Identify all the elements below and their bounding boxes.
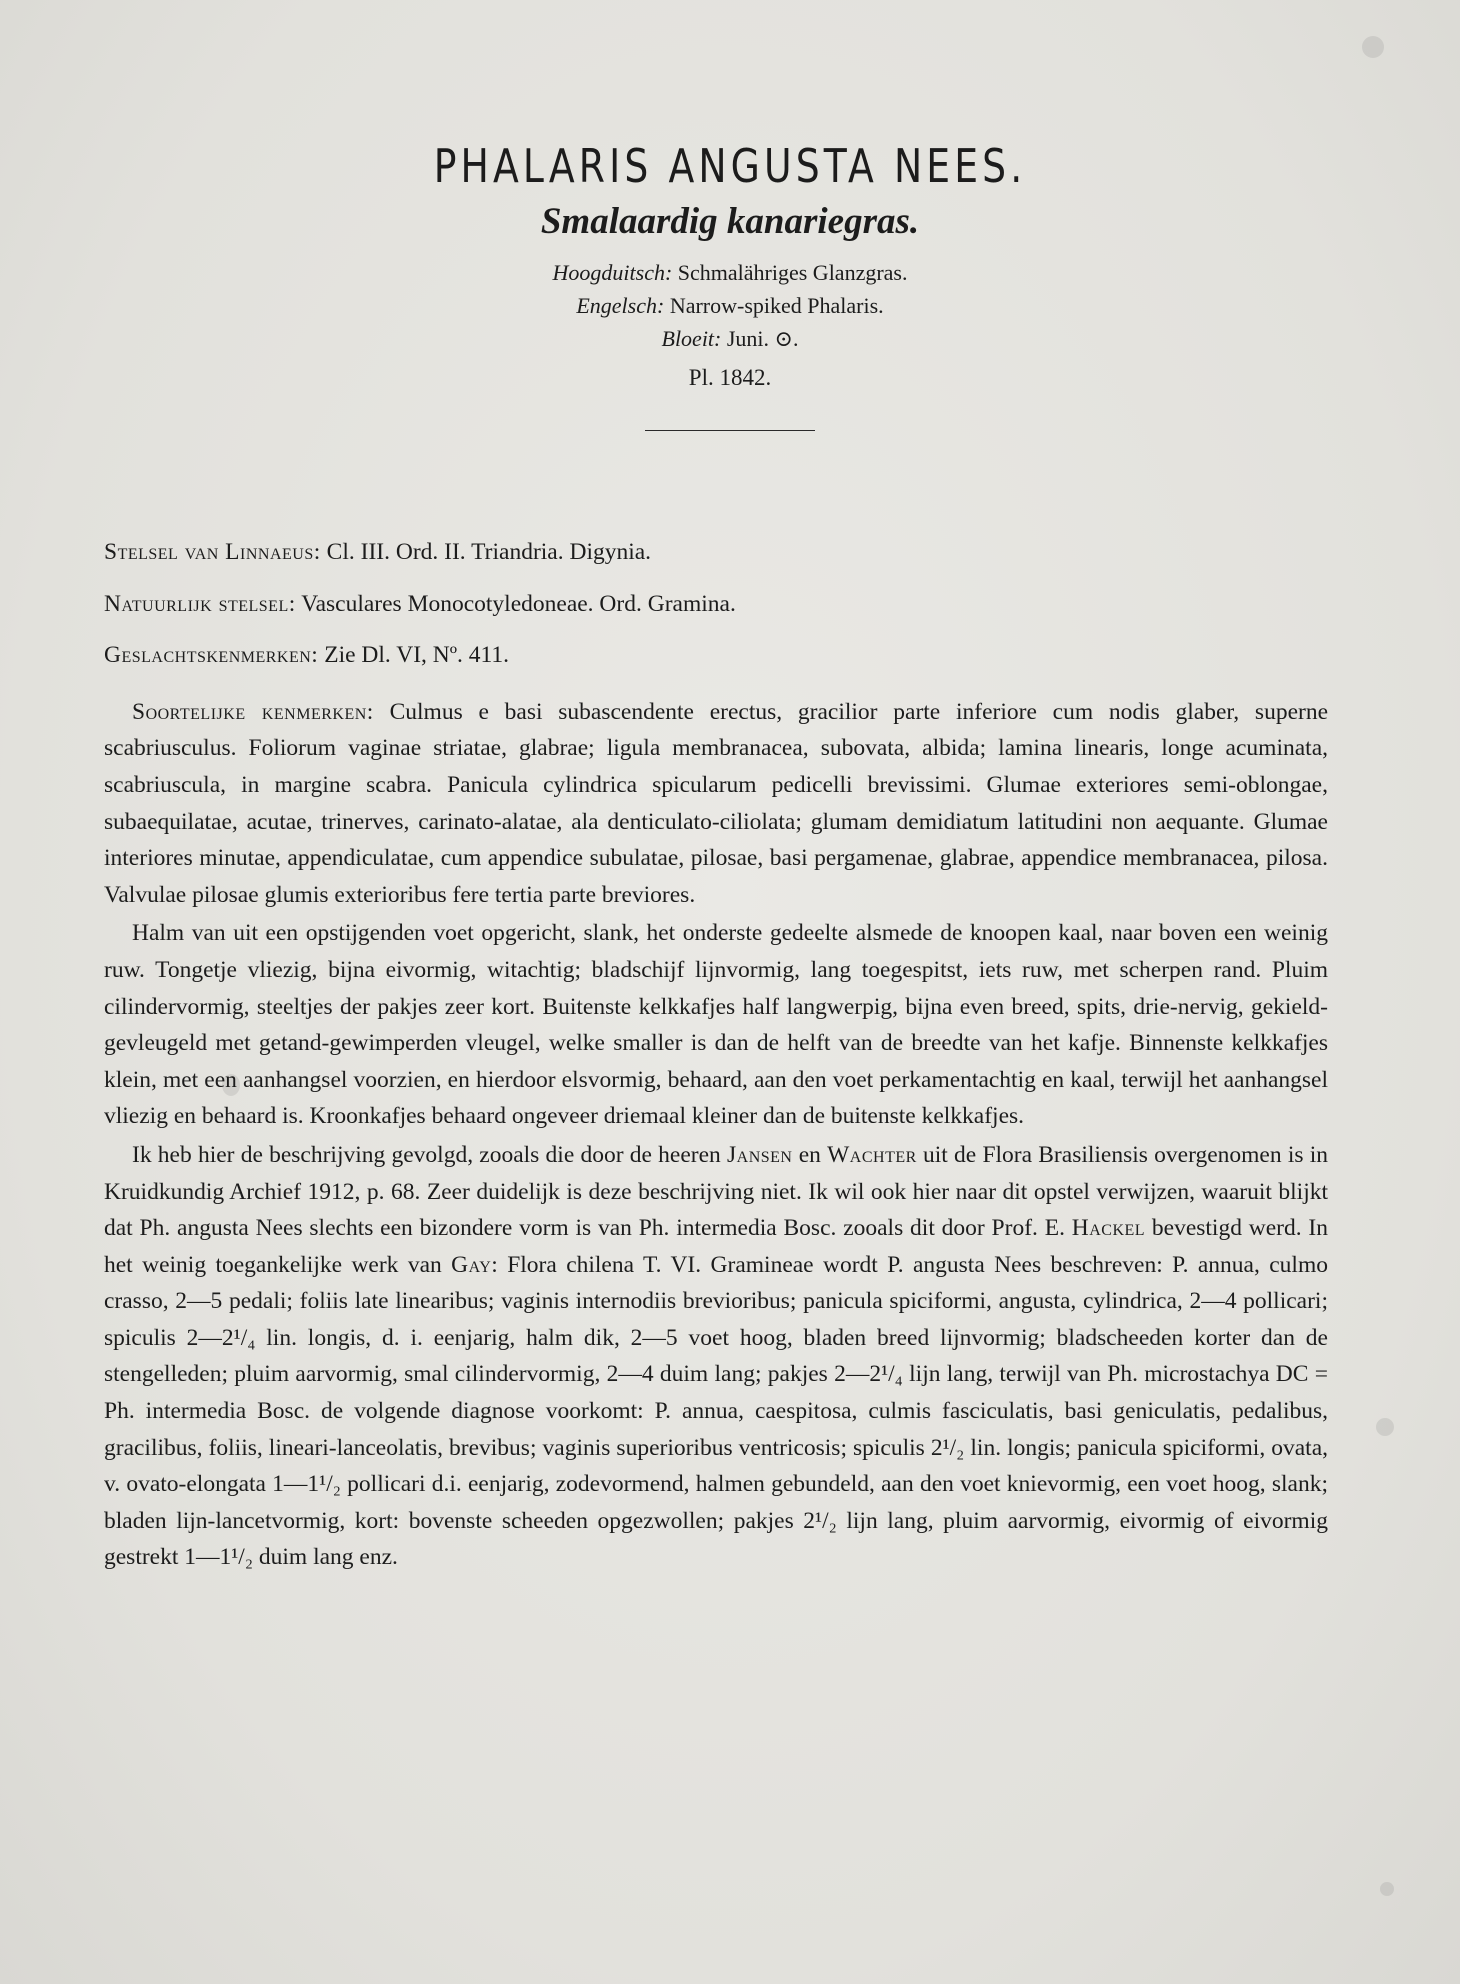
body-text	[104, 534, 1328, 1576]
genus-characteristics-label: Geslachtskenmerken:	[104, 642, 319, 669]
german-name-line	[0, 256, 1460, 289]
bloom-line	[0, 322, 1460, 355]
author-name-hackel: Hackel	[1071, 1215, 1146, 1242]
commentary-paragraph	[104, 1137, 1328, 1576]
commentary-text-5: : Flora chilena T. VI. Gramineae wordt P. angusta Nees beschreven: P. annua, culmo crasso, 2—5 pedali; foliis late linearibus; vaginis internodiis brevioribus; panicula spiciformi, angusta, cylindrica, 2—4 pollicari; spiculis 2—2¹/₄ lin. longis, d. i. eenjarig, halm dik, 2—5 voet hoog, bladen breed lijnvormig; bladscheeden korter dan de stengelleden; pluim aarvormig, smal cilindervormig, 2—4 duim lang; pakjes 2—2¹/₄ lijn lang, terwijl van Ph. microstachya DC = Ph. intermedia Bosc. de volgende diagnose voorkomt: P. annua, caespitosa, culmis fasciculatis, basi geniculatis, pedalibus, gracilibus, foliis, lineari-lanceolatis, brevibus; vaginis superioribus ventricosis; spiculis 2¹/₂ lin. longis; panicula spiciformi, ovata, v. ovato-elongata 1—1¹/₂ pollicari d.i. eenjarig, zodevormend, halmen gebundeld, aan den voet knievormig, een voet hoog, slank; bladen lijn-lancetvormig, kort: bovenste scheeden opgezwollen; pakjes 2¹/₂ lijn lang, pluim aarvormig, eivormig of eivormig gestrekt 1—1¹/₂ duim lang enz.	[104, 1251, 1328, 1571]
english-value: Narrow-spiked Phalaris.	[669, 293, 884, 318]
natural-system-label: Natuurlijk stelsel:	[104, 590, 296, 617]
bloom-label: Bloeit:	[661, 326, 722, 351]
common-name: Smalaardig kanariegras.	[540, 201, 920, 242]
genus-characteristics-line	[104, 637, 1328, 674]
german-label: Hoogduitsch:	[552, 260, 673, 285]
plate-number: Pl. 1842.	[688, 365, 772, 390]
genus-characteristics-value: Zie Dl. VI, Nº. 411.	[324, 642, 510, 669]
author-name-wachter: Wachter	[827, 1141, 917, 1168]
commentary-text-3: uit de Flora Brasiliensis overgenomen is in Kruidkundig Archief 1912, p. 68. Zeer duidelijk is deze beschrijving niet. Ik wil ook hier naar dit opstel verwijzen, waaruit blijkt dat Ph. angusta Nees slechts een bizondere vorm is van Ph. intermedia Bosc. zooals dit door Prof. E.	[104, 1141, 1329, 1242]
natural-system-line	[104, 586, 1328, 623]
commentary-text-2: en	[792, 1141, 828, 1168]
species-characteristics-label: Soortelijke kenmerken:	[132, 698, 374, 725]
linnaeus-system-line	[104, 534, 1328, 571]
bloom-value: Juni. ⊙.	[726, 326, 799, 351]
paper-spot	[1362, 36, 1384, 58]
page-header	[0, 138, 1460, 431]
author-name-gay: Gay	[451, 1251, 492, 1278]
species-characteristics-text: Culmus e basi subascendente erectus, gracilior parte inferiore cum nodis glaber, superne scabriusculus. Foliorum vaginae striatae, glabrae; ligula membranacea, subovata, albida; lamina linearis, longe acuminata, scabriuscula, in margine scabra. Panicula cylindrica spicularum pedicelli brevissimi. Glumae exteriores semi-oblongae, subaequilatae, acutae, trinerves, carinato-alatae, ala denticulato-ciliolata; glumam demidiatum latitudini non aequante. Glumae interiores minutae, appendiculatae, cum appendice subulatae, pilosae, basi pergamenae, glabrae, appendice membranacea, pilosa. Valvulae pilosae glumis exterioribus fere tertia parte breviores.	[104, 698, 1329, 908]
paper-spot	[1380, 1882, 1394, 1896]
linnaeus-system-label: Stelsel van Linnaeus:	[104, 539, 321, 565]
page-title: PHALARIS ANGUSTA NEES.	[433, 139, 1027, 193]
commentary-text-4: bevestigd werd. In het weinig toegankelijke werk van	[104, 1215, 1329, 1278]
german-value: Schmalähriges Glanzgras.	[677, 260, 908, 285]
dutch-description-paragraph: Halm van uit een opstijgenden voet opgericht, slank, het onderste gedeelte alsmede de knoopen kaal, naar boven een weinig ruw. Tongetje vliezig, bijna eivormig, witachtig; bladschijf lijnvormig, lang toegespitst, iets ruw, met scherpen rand. Pluim cilindervormig, steeltjes der pakjes zeer kort. Buitenste kelkkafjes half langwerpig, bijna even breed, spits, drie-nervig, gekield-gevleugeld met getand-gewimperden vleugel, welke smaller is dan de helft van de breedte van het kafje. Binnenste kelkkafjes klein, met een aanhangsel voorzien, en hierdoor elsvormig, behaard, aan den voet perkamentachtig en kaal, terwijl het aanhangsel vliezig en behaard is. Kroonkafjes behaard ongeveer driemaal kleiner dan de buitenste kelkkafjes.	[104, 920, 1328, 1130]
english-label: Engelsch:	[576, 293, 665, 318]
commentary-text-1: Ik heb hier de beschrijving gevolgd, zooals die door de heeren	[132, 1141, 727, 1168]
species-characteristics-paragraph	[104, 694, 1328, 914]
paper-spot	[1376, 1418, 1394, 1436]
natural-system-value: Vasculares Monocotyledoneae. Ord. Gramina.	[301, 590, 736, 617]
english-name-line	[0, 289, 1460, 322]
author-name-jansen: Jansen	[727, 1141, 793, 1168]
linnaeus-system-value: Cl. III. Ord. II. Triandria. Digynia.	[326, 539, 652, 565]
divider-rule	[645, 430, 815, 431]
